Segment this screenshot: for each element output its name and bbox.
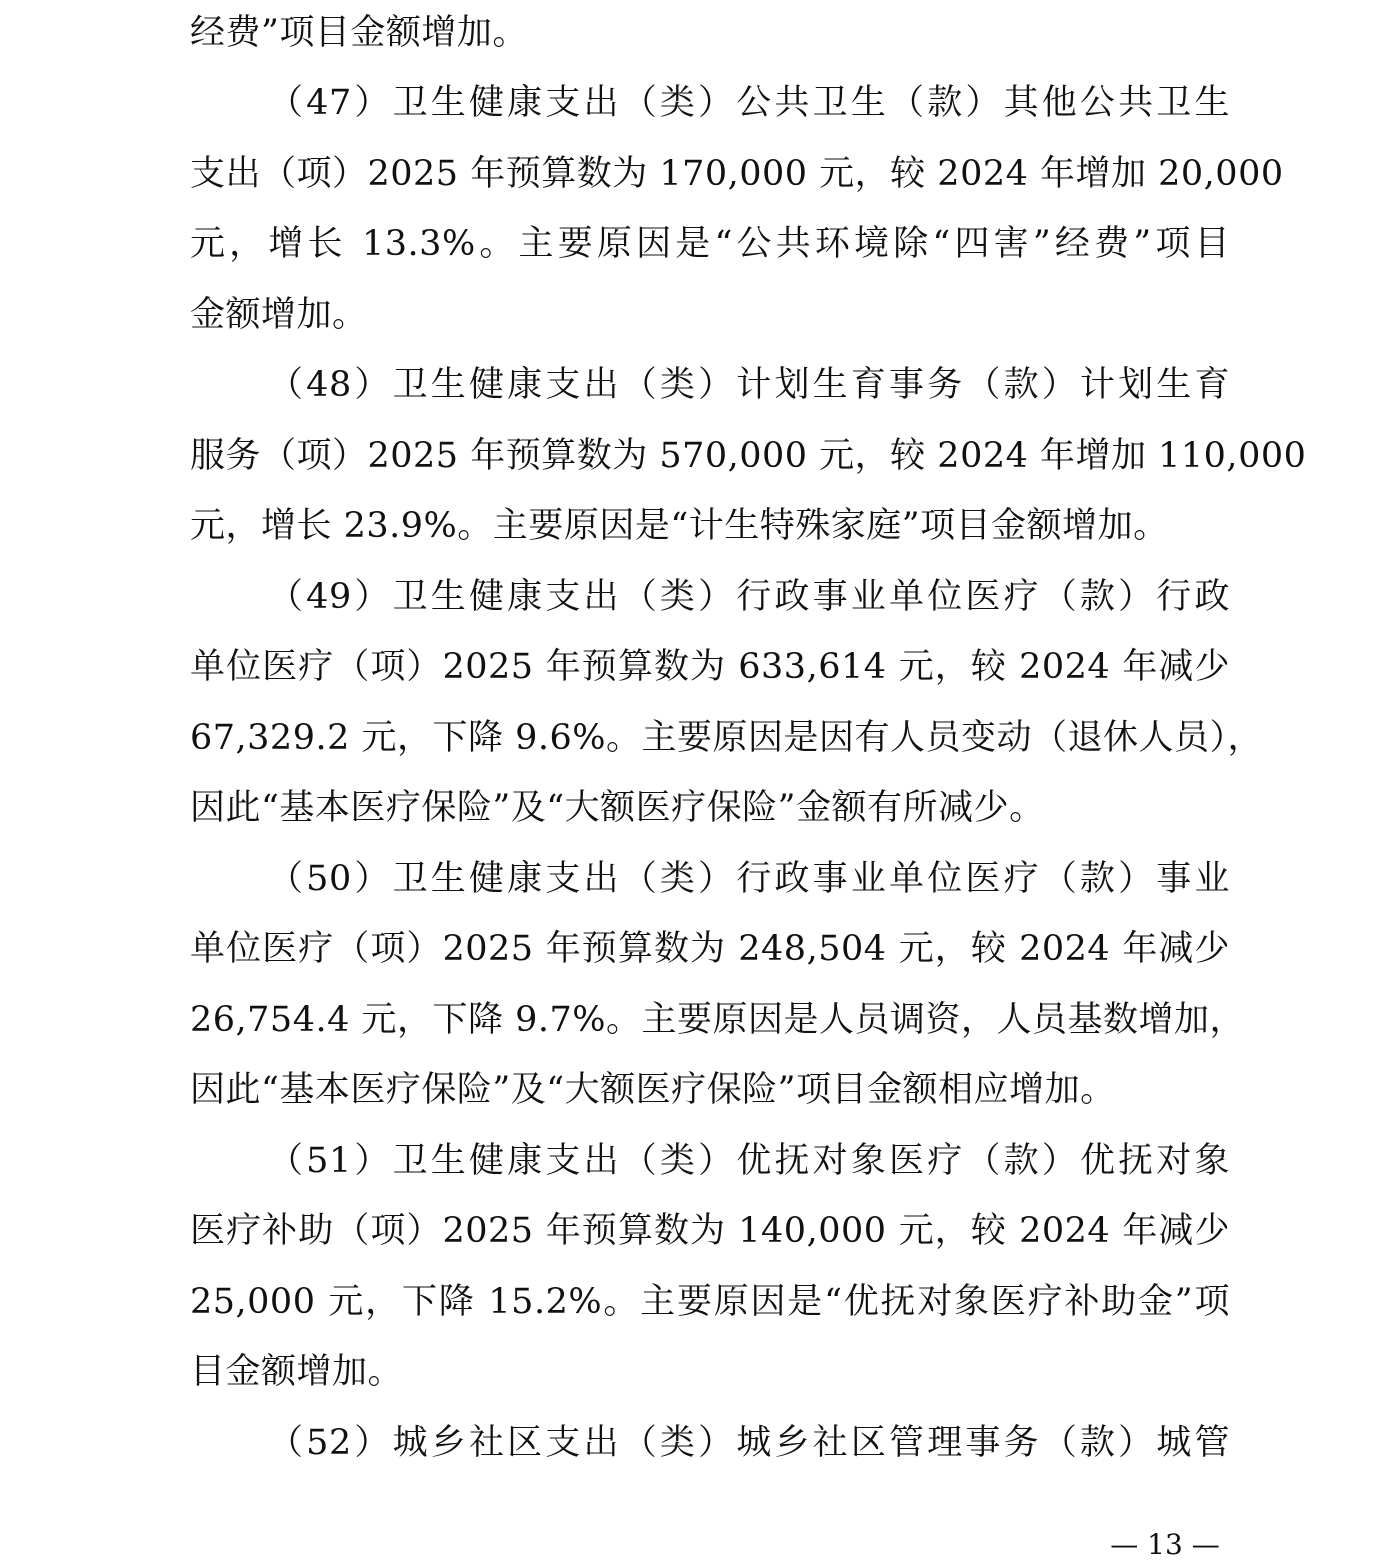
text-line: （47）卫生健康支出（类）公共卫生（款）其他公共卫生 <box>268 83 1230 123</box>
text-line: 元，增长 23.9%。主要原因是“计生特殊家庭”项目金额增加。 <box>190 506 1169 546</box>
text-line: 经费”项目金额增加。 <box>190 13 528 53</box>
text-line: 67,329.2 元，下降 9.6%。主要原因是因有人员变动（退休人员）， <box>190 718 1264 758</box>
text-line: （50）卫生健康支出（类）行政事业单位医疗（款）事业 <box>268 859 1230 899</box>
text-line: 服务（项）2025 年预算数为 570,000 元，较 2024 年增加 110,000 <box>190 436 1307 476</box>
text-line: 元，增长 13.3%。主要原因是“公共环境除“四害”经费”项目 <box>190 224 1230 264</box>
text-line: 目金额增加。 <box>190 1352 404 1392</box>
text-line: 26,754.4 元，下降 9.7%。主要原因是人员调资，人员基数增加， <box>190 1000 1246 1040</box>
text-line: （52）城乡社区支出（类）城乡社区管理事务（款）城管 <box>268 1423 1230 1463</box>
page-number: — 13 — <box>1110 1528 1220 1561</box>
text-line: 25,000 元，下降 15.2%。主要原因是“优抚对象医疗补助金”项 <box>190 1282 1230 1322</box>
text-line: （48）卫生健康支出（类）计划生育事务（款）计划生育 <box>268 365 1230 405</box>
text-line: 单位医疗（项）2025 年预算数为 633,614 元，较 2024 年减少 <box>190 647 1230 687</box>
text-line: 支出（项）2025 年预算数为 170,000 元，较 2024 年增加 20,000 <box>190 154 1284 194</box>
text-line: 单位医疗（项）2025 年预算数为 248,504 元，较 2024 年减少 <box>190 929 1230 969</box>
text-line: 因此“基本医疗保险”及“大额医疗保险”项目金额相应增加。 <box>190 1070 1116 1110</box>
text-line: 因此“基本医疗保险”及“大额医疗保险”金额有所减少。 <box>190 788 1045 828</box>
text-line: 医疗补助（项）2025 年预算数为 140,000 元，较 2024 年减少 <box>190 1211 1230 1251</box>
text-line: （51）卫生健康支出（类）优抚对象医疗（款）优抚对象 <box>268 1141 1230 1181</box>
text-line: 金额增加。 <box>190 295 368 335</box>
text-line: （49）卫生健康支出（类）行政事业单位医疗（款）行政 <box>268 577 1230 617</box>
